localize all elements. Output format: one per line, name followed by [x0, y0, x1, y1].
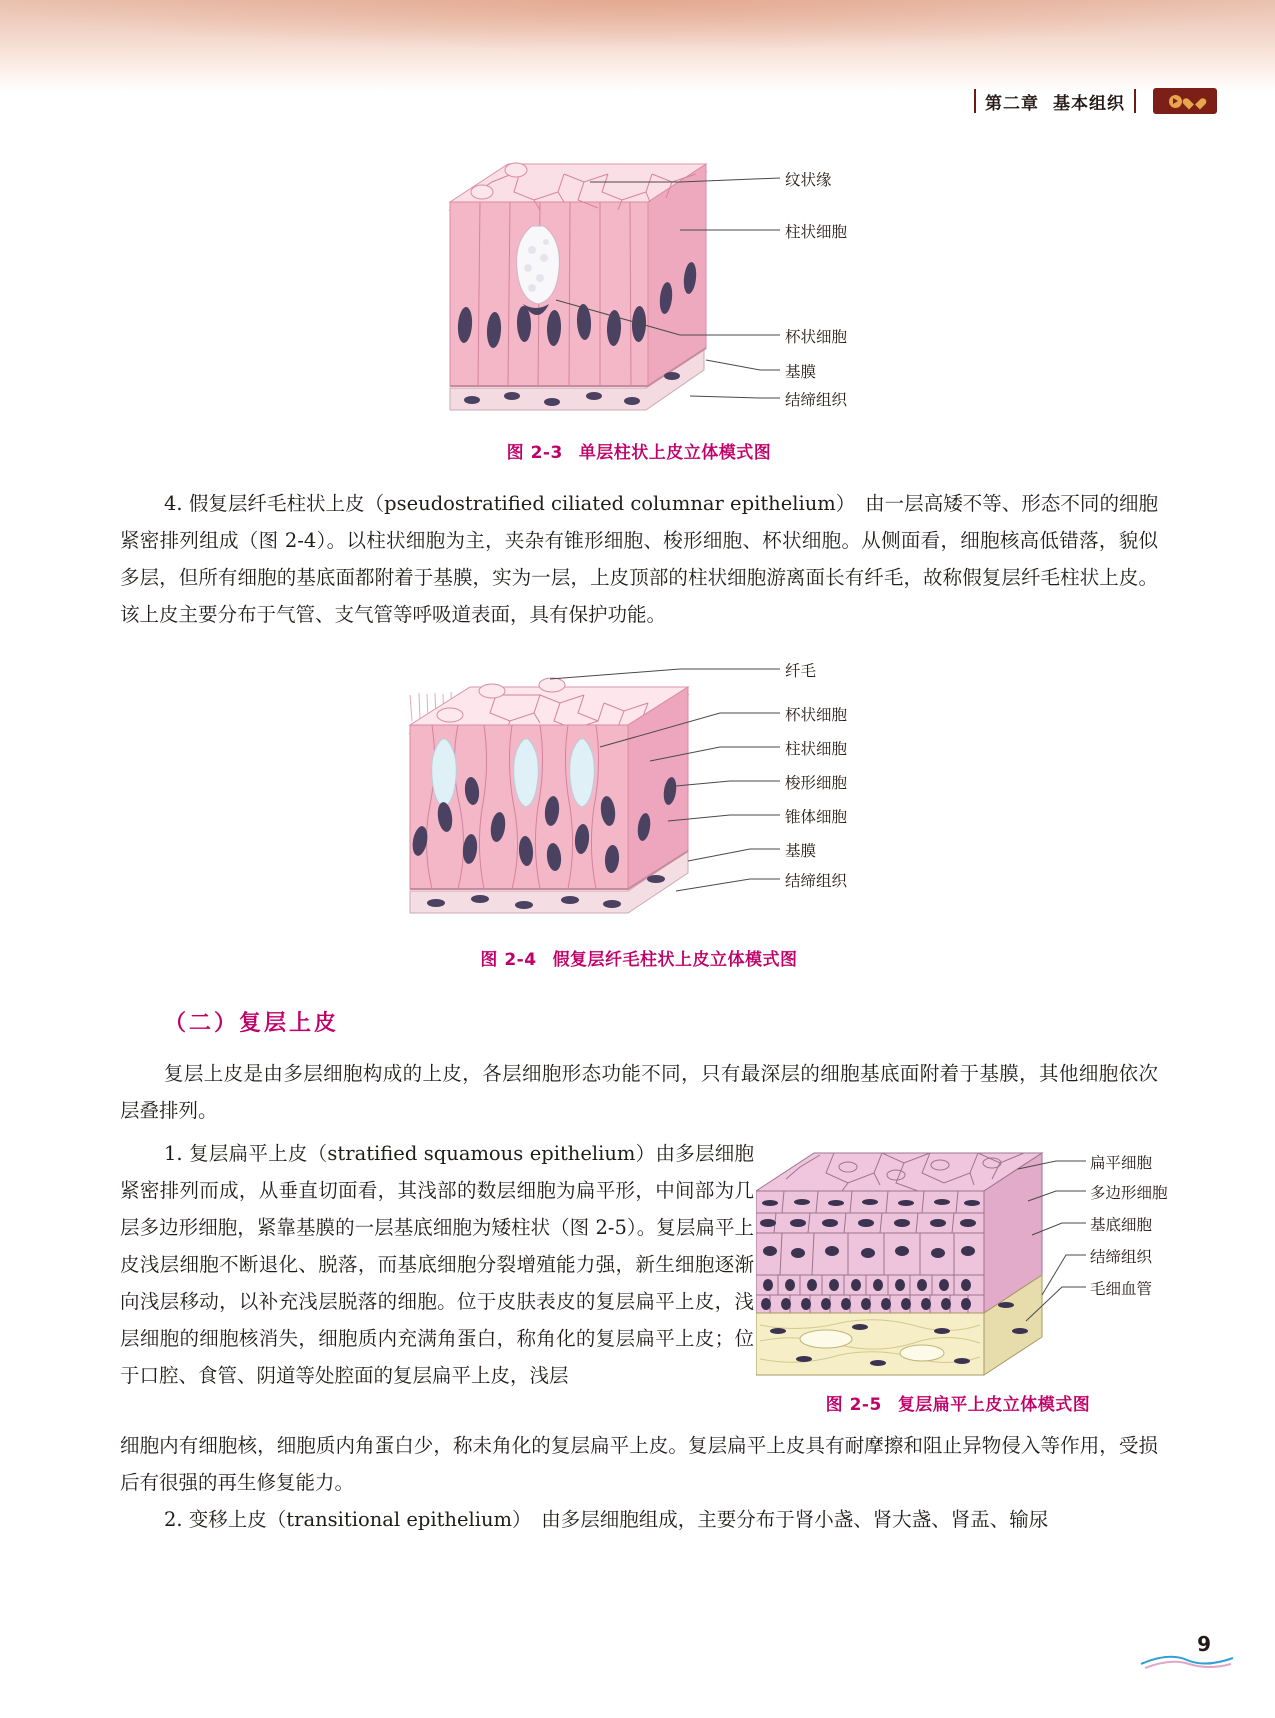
- figure-2-4: [120, 651, 1158, 941]
- figure-2-5: [756, 1135, 1168, 1420]
- chapter-number: 第二章: [985, 93, 1039, 114]
- figure-2-5-caption-number: 图 2-5: [825, 1395, 882, 1415]
- section-heading: （二）复层上皮: [164, 1011, 340, 1036]
- figure-2-3-label-1: 柱状细胞: [785, 223, 848, 241]
- running-head: [965, 84, 1217, 118]
- figure-2-5-label-1: 多边形细胞: [1090, 1184, 1168, 1202]
- figure-2-5-label-0: 扁平细胞: [1090, 1154, 1153, 1172]
- figure-2-5-label-2: 基底细胞: [1090, 1216, 1153, 1234]
- figure-2-3-caption-number: 图 2-3: [506, 443, 563, 463]
- figure-2-5-label-3: 结缔组织: [1090, 1248, 1153, 1266]
- page-top-decoration-glow: [0, 0, 1275, 92]
- figure-2-4-label-5: 基膜: [785, 842, 817, 860]
- figure-2-4-caption: [120, 945, 1158, 970]
- figure-2-3: [120, 130, 1158, 430]
- figure-2-3-illustration: [120, 130, 1158, 430]
- page-number: 9: [1197, 1632, 1211, 1656]
- figure-2-3-label-2: 杯状细胞: [785, 328, 848, 346]
- running-head-rule-left: [974, 89, 976, 113]
- running-head-badge: [1153, 88, 1217, 114]
- figure-2-3-caption: [120, 438, 1158, 463]
- figure-2-3-caption-title: 单层柱状上皮立体模式图: [578, 443, 772, 463]
- figure-2-5-caption-title: 复层扁平上皮立体模式图: [897, 1395, 1091, 1415]
- figure-2-4-label-4: 锥体细胞: [785, 808, 848, 826]
- figure-2-3-label-4: 结缔组织: [785, 391, 848, 409]
- figure-2-3-label-0: 纹状缘: [785, 171, 832, 189]
- stratified-squamous-block: [120, 1135, 1168, 1427]
- running-head-rule-right: [1134, 89, 1136, 113]
- paragraph-transitional: 2. 变移上皮（transitional epithelium） 由多层细胞组成，主要分布于肾小盏、肾大盏、肾盂、输尿: [164, 1508, 1049, 1531]
- page-top-decoration: [0, 0, 1275, 92]
- figure-2-4-label-6: 结缔组织: [785, 872, 848, 890]
- paragraph-stratified-squamous-cont: 细胞内有细胞核，细胞质内角蛋白少，称未角化的复层扁平上皮。复层扁平上皮具有耐摩擦和阻止异物侵入等作用，受损后有很强的再生修复能力。: [120, 1434, 1158, 1494]
- page-content: [120, 130, 1168, 1538]
- figure-2-4-caption-title: 假复层纤毛柱状上皮立体模式图: [552, 950, 798, 970]
- figure-2-3-label-3: 基膜: [785, 363, 817, 381]
- running-head-text: [985, 89, 1125, 114]
- heart-icon: [1188, 95, 1201, 108]
- chapter-title: 基本组织: [1053, 93, 1125, 114]
- figure-2-4-label-3: 梭形细胞: [785, 774, 848, 792]
- figure-2-4-label-2: 柱状细胞: [785, 740, 848, 758]
- paragraph-stratified-squamous: 1. 复层扁平上皮（stratified squamous epithelium）由多层细胞紧密排列而成，从垂直切面看，其浅部的数层细胞为扁平形，中间部为几层多边形细胞，紧靠基膜的一层基底细胞为矮柱状（图 2-5）。复层扁平上皮浅层细胞不断退化、脱落，而基底细胞分裂增殖能力强，新生细胞逐渐向浅层移动，以补充浅层脱落的细胞。位于皮肤表皮的复层扁平上皮，浅层细胞的细胞核消失，细胞质内充满角蛋白，称角化的复层扁平上皮；位于口腔、食管、阴道等处腔面的复层扁平上皮，浅层: [120, 1142, 754, 1387]
- figure-2-4-illustration: [120, 651, 1158, 941]
- figure-2-4-label-1: 杯状细胞: [785, 706, 848, 724]
- figure-2-5-caption: [756, 1390, 1160, 1415]
- figure-2-4-caption-number: 图 2-4: [480, 950, 537, 970]
- page-footer-decoration: [1139, 1650, 1235, 1672]
- figure-2-4-label-0: 纤毛: [785, 662, 817, 680]
- dot-icon: [1169, 95, 1182, 108]
- paragraph-stratified-intro: 复层上皮是由多层细胞构成的上皮，各层细胞形态功能不同，只有最深层的细胞基底面附着于基膜，其他细胞依次层叠排列。: [120, 1062, 1158, 1122]
- paragraph-pseudostratified: 4. 假复层纤毛柱状上皮（pseudostratified ciliated columnar epithelium） 由一层高矮不等、形态不同的细胞紧密排列组成（图 2-4）。以柱状细胞为主，夹杂有锥形细胞、梭形细胞、杯状细胞。从侧面看，细胞核高低错落，貌似多层，但所有细胞的基底面都附着于基膜，实为一层，上皮顶部的柱状细胞游离面长有纤毛，故称假复层纤毛柱状上皮。该上皮主要分布于气管、支气管等呼吸道表面，具有保护功能。: [120, 492, 1158, 626]
- figure-2-5-label-4: 毛细血管: [1090, 1280, 1153, 1298]
